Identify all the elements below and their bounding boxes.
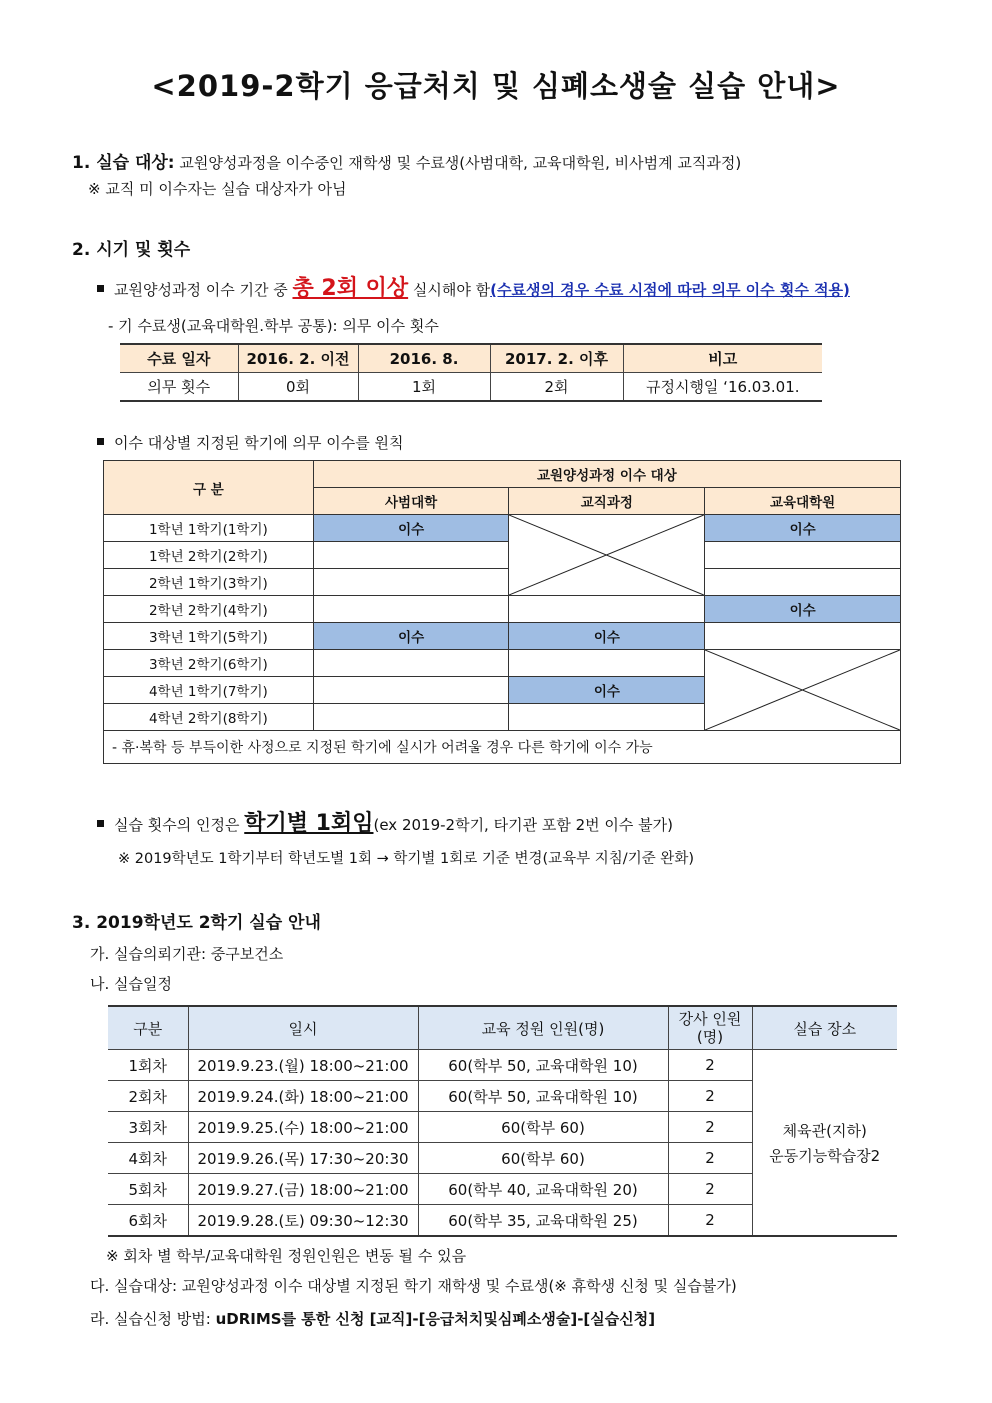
cross-out-icon (705, 650, 900, 730)
table-cell: 60(학부 35, 교육대학원 25) (418, 1205, 668, 1237)
table-cell: 2 (668, 1143, 752, 1174)
completion-mark: 이수 (313, 623, 509, 650)
completion-mark: 이수 (705, 596, 901, 623)
location-line-1: 체육관(지하) (782, 1121, 867, 1140)
empty-cell (313, 542, 509, 569)
completion-mark: 이수 (509, 623, 705, 650)
header-cell: 비고 (623, 344, 822, 373)
table-cell: 3회차 (108, 1112, 188, 1143)
row-label: 1학년 1학기(1학기) (104, 515, 314, 542)
row-label: 2학년 1학기(3학기) (104, 569, 314, 596)
header-cell: 실습 장소 (752, 1006, 897, 1050)
section-3-heading: 3. 2019학년도 2학기 실습 안내 (72, 913, 321, 933)
item-da: 다. 실습대상: 교원양성과정 이수 대상별 지정된 학기 재학생 및 수료생(※ 휴학생 신청 및 실습불가) (90, 1277, 737, 1295)
not-applicable-cell (705, 650, 901, 731)
completion-mark: 이수 (705, 515, 901, 542)
row-label: 1학년 2학기(2학기) (104, 542, 314, 569)
not-applicable-cell (509, 515, 705, 596)
empty-cell (705, 623, 901, 650)
table-cell: 2 (668, 1112, 752, 1143)
item-na: 나. 실습일정 (90, 975, 172, 993)
table-cell: 2 (668, 1205, 752, 1237)
bullet-1 (97, 271, 850, 302)
col-header-grad-school: 교육대학원 (705, 488, 901, 515)
item-ra-label: 라. 실습신청 방법: (90, 1310, 216, 1328)
schedule-table (108, 1005, 897, 1237)
table-cell: 규정시행일 ‘16.03.01. (623, 373, 822, 402)
semester-table (103, 460, 901, 764)
table-cell: 60(학부 60) (418, 1112, 668, 1143)
bullet-1-pre: 교원양성과정 이수 기간 중 (114, 281, 288, 299)
header-cell: 교육 정원 인원(명) (418, 1006, 668, 1050)
empty-cell (313, 704, 509, 731)
row-label: 3학년 2학기(6학기) (104, 650, 314, 677)
bullet-3-emphasis: 학기별 1회임 (244, 811, 374, 836)
empty-cell (313, 596, 509, 623)
col-header-teachers-college: 사범대학 (313, 488, 509, 515)
row-label: 3학년 1학기(5학기) (104, 623, 314, 650)
table-cell: 1회차 (108, 1050, 188, 1081)
bullet-square-icon (97, 285, 104, 292)
cross-out-icon (509, 515, 704, 595)
completion-mark: 이수 (509, 677, 705, 704)
item-ga: 가. 실습의뢰기관: 중구보건소 (90, 945, 284, 963)
table-cell: 2 (668, 1174, 752, 1205)
table-cell: 60(학부 60) (418, 1143, 668, 1174)
empty-cell (509, 650, 705, 677)
table-cell: 2 (668, 1081, 752, 1112)
row-label: 2학년 2학기(4학기) (104, 596, 314, 623)
section-3-note: ※ 회차 별 학부/교육대학원 정원인원은 변동 될 수 있음 (106, 1247, 467, 1265)
table-cell: 2019.9.28.(토) 09:30~12:30 (188, 1205, 418, 1237)
section-1-heading: 1. 실습 대상: (72, 153, 175, 173)
table-cell: 4회차 (108, 1143, 188, 1174)
empty-cell (313, 677, 509, 704)
mandatory-count-table (120, 343, 822, 402)
table-cell: 2019.9.24.(화) 18:00~21:00 (188, 1081, 418, 1112)
table-cell: 60(학부 50, 교육대학원 10) (418, 1081, 668, 1112)
table-cell: 2019.9.26.(목) 17:30~20:30 (188, 1143, 418, 1174)
table-cell: 2019.9.23.(월) 18:00~21:00 (188, 1050, 418, 1081)
header-cell: 강사 인원(명) (668, 1006, 752, 1050)
bullet-1-mid: 실시해야 함 (412, 281, 491, 299)
table-cell: 60(학부 50, 교육대학원 10) (418, 1050, 668, 1081)
section-1 (72, 148, 741, 173)
location-line-2: 운동기능학습장2 (769, 1146, 881, 1165)
page-title: <2019-2학기 응급처치 및 심폐소생술 실습 안내> (151, 69, 841, 103)
empty-cell (705, 569, 901, 596)
col-header-teaching-course: 교직과정 (509, 488, 705, 515)
empty-cell (509, 704, 705, 731)
completion-mark: 이수 (313, 515, 509, 542)
empty-cell (705, 542, 901, 569)
table-cell: 5회차 (108, 1174, 188, 1205)
table-cell: 2019.9.25.(수) 18:00~21:00 (188, 1112, 418, 1143)
table-cell: 2 (668, 1050, 752, 1081)
table-cell: 6회차 (108, 1205, 188, 1237)
header-cell: 2016. 2. 이전 (238, 344, 358, 373)
table-row (108, 1050, 897, 1081)
header-cell: 2016. 8. (358, 344, 490, 373)
table-row (120, 373, 822, 402)
row-label: 4학년 2학기(8학기) (104, 704, 314, 731)
item-ra-method: uDRIMS를 통한 신청 [교직]-[응급처치및심폐소생술]-[실습신청] (215, 1310, 656, 1328)
bullet-2 (97, 432, 403, 453)
bullet-3 (97, 806, 673, 837)
section-1-text: 교원양성과정을 이수중인 재학생 및 수료생(사범대학, 교육대학원, 비사범계 교직과정) (179, 154, 742, 172)
section-2-heading: 2. 시기 및 횟수 (72, 240, 191, 260)
bullet-2-text: 이수 대상별 지정된 학기에 의무 이수를 원칙 (114, 434, 404, 452)
table-header-row (108, 1006, 897, 1050)
col-header-category: 구 분 (104, 461, 314, 515)
location-cell (752, 1050, 897, 1237)
bullet-3-post: (ex 2019-2학기, 타기관 포함 2번 이수 불가) (373, 816, 673, 834)
table-cell: 2019.9.27.(금) 18:00~21:00 (188, 1174, 418, 1205)
table-footnote: - 휴·복학 등 부득이한 사정으로 지정된 학기에 실시가 어려울 경우 다른 학기에 이수 가능 (104, 731, 901, 764)
table-cell: 0회 (238, 373, 358, 402)
table-cell: 2회차 (108, 1081, 188, 1112)
bullet-1-blue: (수료생의 경우 수료 시점에 따라 의무 이수 횟수 적용) (490, 281, 850, 299)
table-cell: 의무 횟수 (120, 373, 238, 402)
row-label: 4학년 1학기(7학기) (104, 677, 314, 704)
header-cell: 구분 (108, 1006, 188, 1050)
bullet-square-icon (97, 820, 104, 827)
empty-cell (313, 650, 509, 677)
table-header-row (120, 344, 822, 373)
table-cell: 1회 (358, 373, 490, 402)
bullet-square-icon (97, 438, 104, 445)
item-ra (90, 1308, 655, 1329)
table-cell: 2회 (490, 373, 623, 402)
section-2-note: ※ 2019학년도 1학기부터 학년도별 1회 → 학기별 1회로 기준 변경(교육부 지침/기준 완화) (118, 851, 694, 867)
group-header: 교원양성과정 이수 대상 (313, 461, 900, 488)
empty-cell (313, 569, 509, 596)
table-cell: 60(학부 40, 교육대학원 20) (418, 1174, 668, 1205)
sub-1: - 기 수료생(교육대학원.학부 공통): 의무 이수 횟수 (108, 317, 439, 335)
bullet-3-pre: 실습 횟수의 인정은 (114, 816, 240, 834)
empty-cell (509, 596, 705, 623)
section-1-note: ※ 교직 미 이수자는 실습 대상자가 아님 (88, 180, 347, 198)
header-cell: 2017. 2. 이후 (490, 344, 623, 373)
header-cell: 수료 일자 (120, 344, 238, 373)
bullet-1-emphasis: 총 2회 이상 (292, 276, 409, 301)
header-cell: 일시 (188, 1006, 418, 1050)
